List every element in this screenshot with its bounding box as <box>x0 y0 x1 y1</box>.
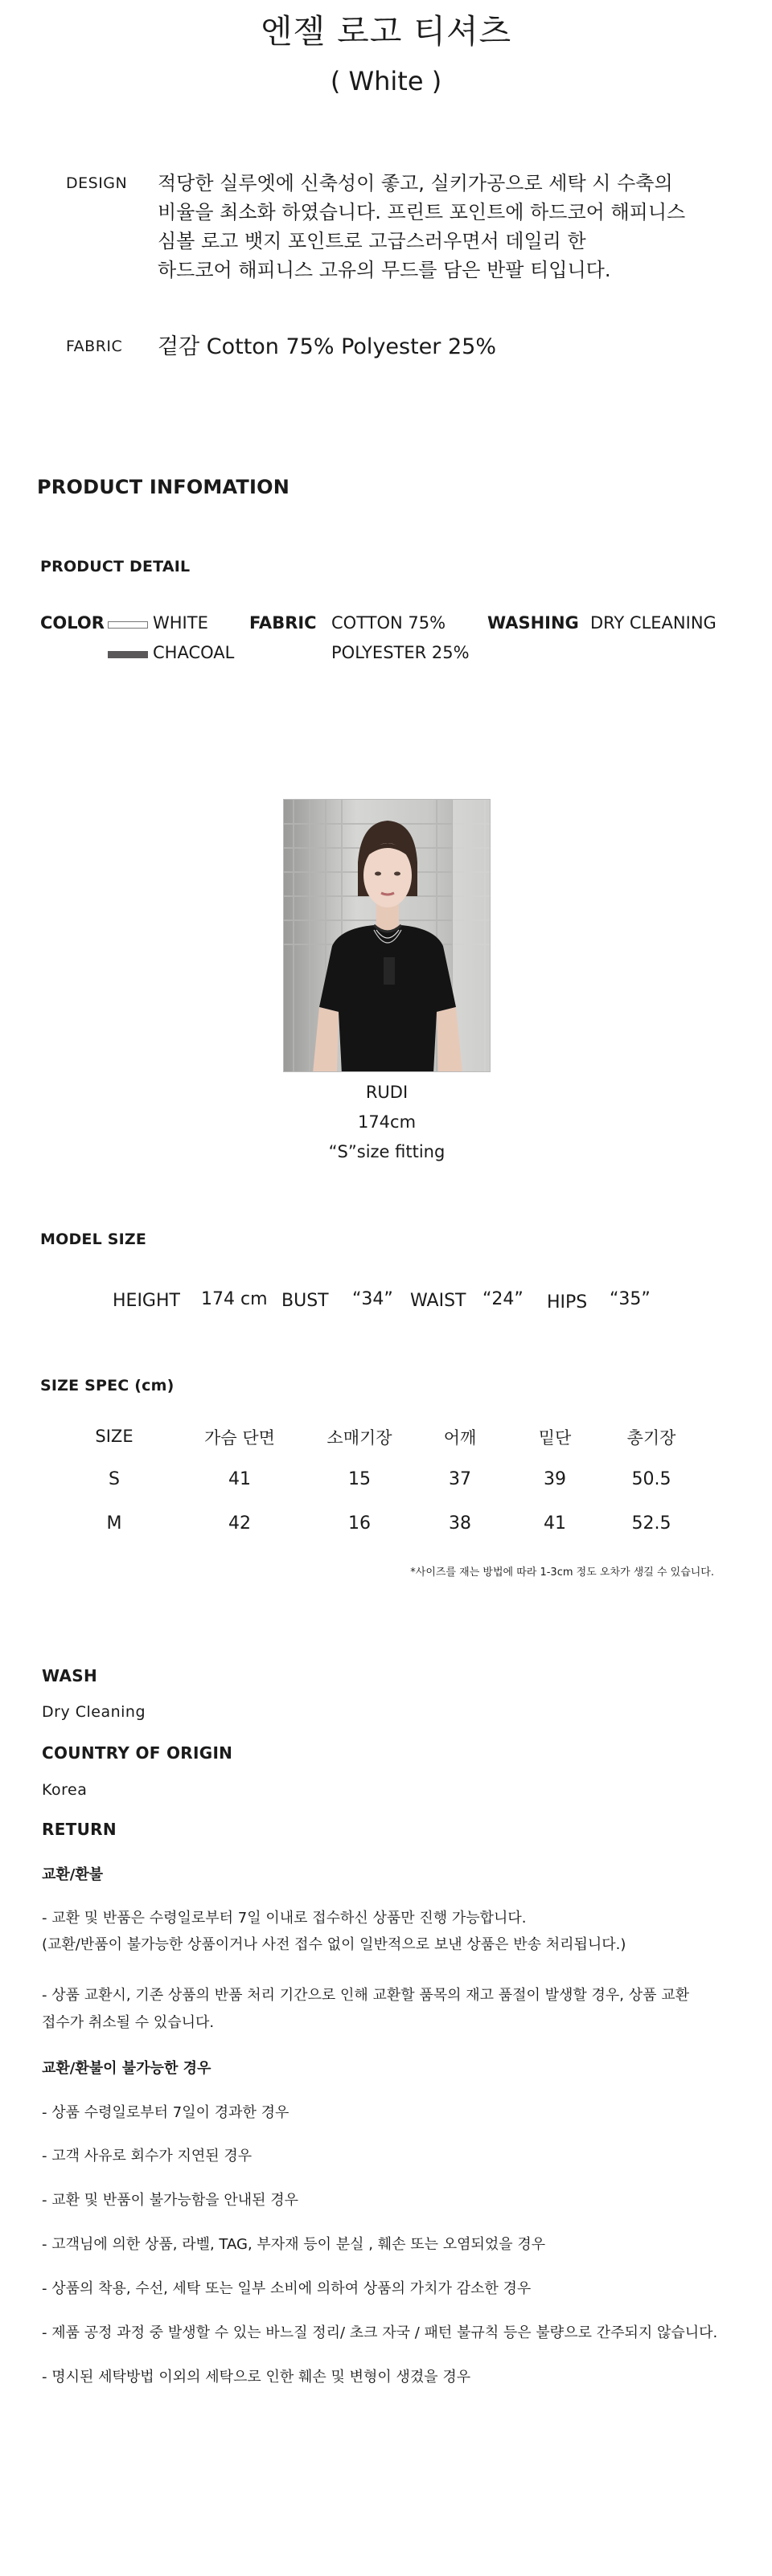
design-description <box>158 169 737 285</box>
not-allowed-item: - 고객 사유로 회수가 지연된 경우 <box>42 2148 253 2164</box>
design-line: 하드코어 해피니스 고유의 무드를 담은 반팔 티입니다. <box>158 259 611 281</box>
not-allowed-heading: 교환/환불이 불가능한 경우 <box>42 2060 211 2077</box>
model-waist-value: “24” <box>482 1289 524 1309</box>
size-cell: M <box>106 1513 122 1534</box>
size-col-header: 소매기장 <box>326 1428 392 1448</box>
charcoal-swatch <box>108 651 148 658</box>
fabric-detail-label: FABRIC <box>249 613 317 633</box>
not-allowed-item: - 상품 수령일로부터 7일이 경과한 경우 <box>42 2104 290 2121</box>
fabric-polyester: POLYESTER 25% <box>331 643 470 662</box>
origin-value: Korea <box>42 1781 88 1799</box>
model-height: 174cm <box>357 1112 417 1132</box>
design-line: 심볼 로고 뱃지 포인트로 고급스러우면서 데일리 한 <box>158 230 586 252</box>
design-line: 비율을 최소화 하였습니다. 프린트 포인트에 하드코어 해피니스 <box>158 201 686 223</box>
size-cell: 41 <box>544 1513 566 1534</box>
design-label: DESIGN <box>66 174 128 192</box>
size-cell: 52.5 <box>631 1513 671 1534</box>
size-cell: 16 <box>348 1513 371 1534</box>
fabric-label: FABRIC <box>66 338 123 355</box>
model-size-heading: MODEL SIZE <box>40 1231 147 1248</box>
exchange-heading: 교환/환불 <box>42 1866 104 1883</box>
not-allowed-item: - 고객님에 의한 상품, 라벨, TAG, 부자재 등이 분실 , 훼손 또는 오염되었을 경우 <box>42 2236 546 2253</box>
size-note: *사이즈를 재는 방법에 따라 1-3cm 정도 오차가 생길 수 있습니다. <box>410 1566 714 1579</box>
fabric-cotton: COTTON 75% <box>331 613 446 633</box>
size-col-header: SIZE <box>95 1427 133 1446</box>
size-cell: 15 <box>348 1469 371 1489</box>
size-col-header: 밑단 <box>538 1428 572 1448</box>
not-allowed-item: - 교환 및 반품이 불가능함을 안내된 경우 <box>42 2192 299 2209</box>
model-name: RUDI <box>365 1083 409 1102</box>
size-cell: 37 <box>449 1469 471 1489</box>
color-white: WHITE <box>153 613 208 633</box>
size-cell: 42 <box>228 1513 251 1534</box>
model-waist-label: WAIST <box>410 1291 466 1311</box>
fabric-description: 겉감 Cotton 75% Polyester 25% <box>158 334 496 359</box>
size-spec-heading: SIZE SPEC (cm) <box>40 1377 175 1394</box>
wash-heading: WASH <box>42 1666 97 1685</box>
size-cell: 50.5 <box>631 1469 671 1489</box>
model-height-value: 174 cm <box>201 1289 268 1309</box>
not-allowed-item: - 상품의 착용, 수선, 세탁 또는 일부 소비에 의하여 상품의 가치가 감소한 경우 <box>42 2280 532 2297</box>
size-col-header: 어깨 <box>443 1428 477 1448</box>
model-hips-label: HIPS <box>547 1292 588 1313</box>
return-heading: RETURN <box>42 1820 117 1839</box>
size-cell: 41 <box>228 1469 251 1489</box>
model-photo <box>283 799 491 1072</box>
washing-value: DRY CLEANING <box>590 613 717 633</box>
origin-heading: COUNTRY OF ORIGIN <box>42 1743 233 1763</box>
model-height-label: HEIGHT <box>113 1291 180 1311</box>
size-cell: 38 <box>449 1513 471 1534</box>
product-info-heading: PRODUCT INFOMATION <box>37 476 290 498</box>
product-title: 엔젤 로고 티셔츠 <box>260 12 512 51</box>
size-cell: S <box>109 1469 120 1489</box>
model-fitting: “S”size fitting <box>328 1142 446 1161</box>
washing-label: WASHING <box>487 613 579 633</box>
white-swatch <box>108 621 148 629</box>
exchange-line: (교환/반품이 불가능한 상품이거나 사전 접수 없이 일반적으로 보낸 상품은 반송 처리됩니다.) <box>42 1936 626 1953</box>
product-color-subtitle: ( White ) <box>330 66 442 96</box>
exchange-line: 접수가 취소될 수 있습니다. <box>42 2014 215 2031</box>
product-detail-heading: PRODUCT DETAIL <box>40 558 191 575</box>
model-hips-value: “35” <box>610 1289 651 1309</box>
not-allowed-item: - 제품 공정 과정 중 발생할 수 있는 바느질 정리/ 초크 자국 / 패턴 불규칙 등은 불량으로 간주되지 않습니다. <box>42 2324 718 2341</box>
not-allowed-item: - 명시된 세탁방법 이외의 세탁으로 인한 훼손 및 변형이 생겼을 경우 <box>42 2369 471 2386</box>
size-col-header: 가슴 단면 <box>204 1428 275 1448</box>
size-cell: 39 <box>544 1469 566 1489</box>
exchange-line: - 상품 교환시, 기존 상품의 반품 처리 기간으로 인해 교환할 품목의 재고 품절이 발생할 경우, 상품 교환 <box>42 1987 690 2004</box>
color-label: COLOR <box>40 613 105 633</box>
model-bust-value: “34” <box>352 1289 393 1309</box>
color-charcoal: CHACOAL <box>153 643 235 662</box>
model-photo-illustration <box>284 800 491 1072</box>
model-bust-label: BUST <box>281 1291 329 1311</box>
wash-value: Dry Cleaning <box>42 1703 146 1721</box>
size-col-header: 총기장 <box>626 1428 676 1448</box>
design-line: 적당한 실루엣에 신축성이 좋고, 실키가공으로 세탁 시 수축의 <box>158 172 673 195</box>
exchange-line: - 교환 및 반품은 수령일로부터 7일 이내로 접수하신 상품만 진행 가능합니다. <box>42 1910 527 1927</box>
